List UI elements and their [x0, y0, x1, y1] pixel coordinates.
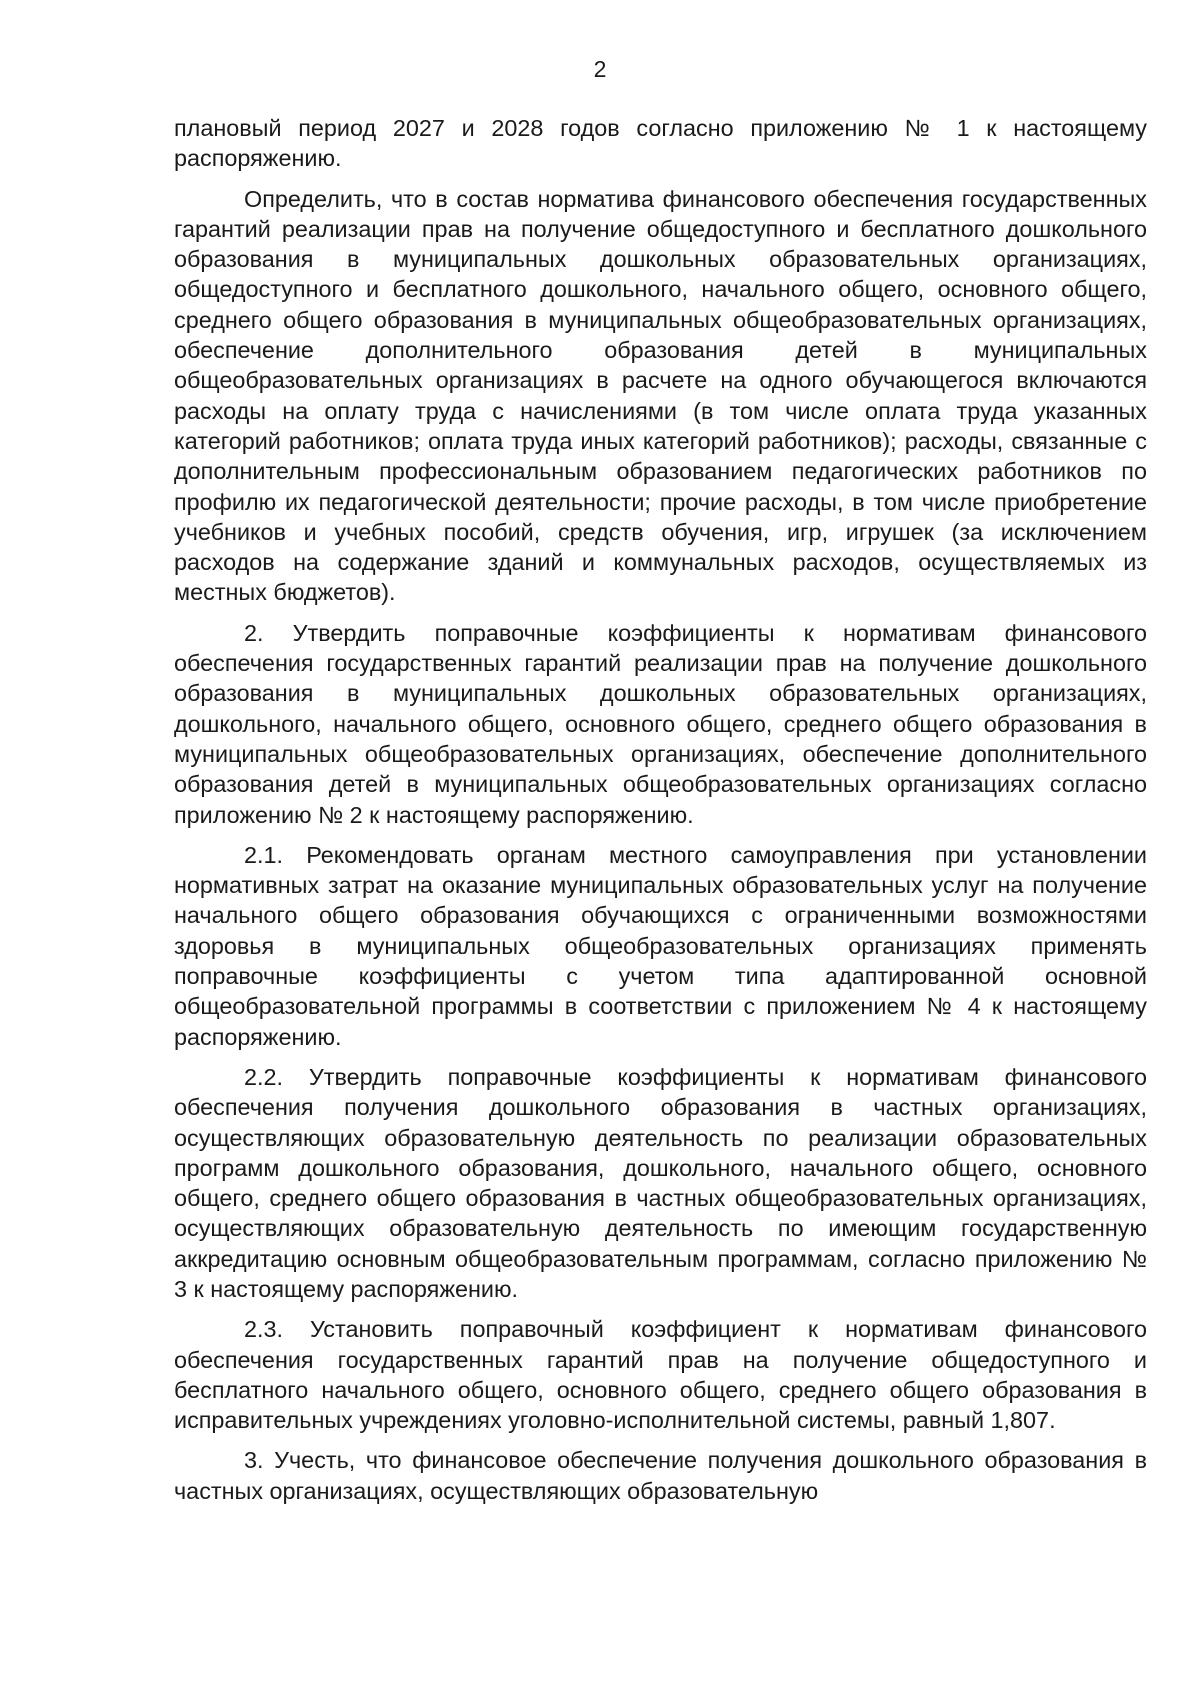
document-body	[174, 113, 1147, 1516]
paragraph-item-2-1: 2.1. Рекомендовать органам местного самоуправления при установлении нормативных затрат на оказание муниципальных образовательных услуг на получение начального общего образования обучающихся с ограниченными возможностями здоровья в муниципальных общеобразовательных организациях применять поправочные коэффициенты с учетом типа адаптированной основной общеобразовательной программы в соответствии с приложением № 4 к настоящему распоряжению.	[174, 841, 1147, 1050]
paragraph-continuation: плановый период 2027 и 2028 годов согласно приложению № 1 к настоящему распоряжению.	[174, 115, 1147, 172]
paragraph-item-3: 3. Учесть, что финансовое обеспечение получения дошкольного образования в частных организациях, осуществляющих образовательную	[174, 1447, 1147, 1504]
page-number: 2	[593, 56, 607, 82]
paragraph-definition: Определить, что в состав норматива финансового обеспечения государственных гарантий реализации прав на получение общедоступного и бесплатного дошкольного образования в муниципальных дошкольных образовательных организациях, общедоступного и бесплатного дошкольного, начального общего, основного общего, среднего общего образования в муниципальных общеобразовательных организациях, обеспечение дополнительного образования детей в муниципальных общеобразовательных организациях в расчете на одного обучающегося включаются расходы на оплату труда с начислениями (в том числе оплата труда указанных категорий работников; оплата труда иных категорий работников); расходы, связанные с дополнительным профессиональным образованием педагогических работников по профилю их педагогической деятельности; прочие расходы, в том числе приобретение учебников и учебных пособий, средств обучения, игр, игрушек (за исключением расходов на содержание зданий и коммунальных расходов, осуществляемых из местных бюджетов).	[174, 185, 1147, 606]
paragraph-item-2: 2. Утвердить поправочные коэффициенты к нормативам финансового обеспечения государственных гарантий реализации прав на получение дошкольного образования в муниципальных дошкольных образовательных организациях, дошкольного, начального общего, основного общего, среднего общего образования в муниципальных общеобразовательных организациях, обеспечение дополнительного образования детей в муниципальных общеобразовательных организациях согласно приложению № 2 к настоящему распоряжению.	[174, 619, 1147, 828]
paragraph-item-2-3: 2.3. Установить поправочный коэффициент к нормативам финансового обеспечения государственных гарантий прав на получение общедоступного и бесплатного начального общего, основного общего, среднего общего образования в исправительных учреждениях уголовно-исполнительной системы, равный 1,807.	[174, 1316, 1147, 1434]
paragraph-item-2-2: 2.2. Утвердить поправочные коэффициенты к нормативам финансового обеспечения получения дошкольного образования в частных организациях, осуществляющих образовательную деятельность по реализации образовательных программ дошкольного образования, дошкольного, начального общего, основного общего, среднего общего образования в частных общеобразовательных организациях, осуществляющих образовательную деятельность по имеющим государственную аккредитацию основным общеобразовательным программам, согласно приложению № 3 к настоящему распоряжению.	[174, 1063, 1147, 1302]
